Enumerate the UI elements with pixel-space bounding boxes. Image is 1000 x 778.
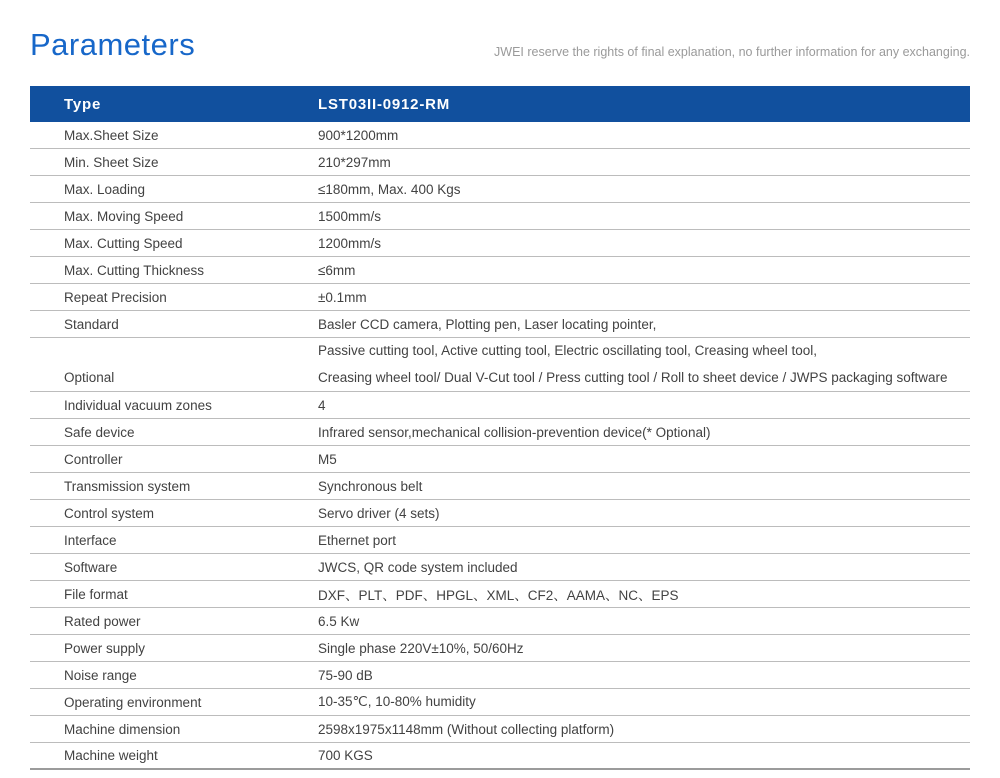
table-row <box>30 149 970 176</box>
row-value-line: Creasing wheel tool/ Dual V-Cut tool / Press cutting tool / Roll to sheet device / JWPS packaging software <box>318 369 948 385</box>
table-header-row <box>30 86 970 122</box>
table-row <box>30 554 970 581</box>
table-row <box>30 230 970 257</box>
row-value: 4 <box>318 397 326 413</box>
row-label: Max. Cutting Thickness <box>64 262 205 278</box>
table-row <box>30 203 970 230</box>
row-label: Min. Sheet Size <box>64 154 159 170</box>
row-value: Servo driver (4 sets) <box>318 505 440 521</box>
row-label: Individual vacuum zones <box>64 397 212 413</box>
row-label: Max.Sheet Size <box>64 127 159 143</box>
row-value: Basler CCD camera, Plotting pen, Laser locating pointer, <box>318 316 657 332</box>
row-value: Synchronous belt <box>318 478 423 494</box>
row-value: M5 <box>318 451 337 467</box>
page-header <box>30 28 970 62</box>
row-value: Single phase 220V±10%, 50/60Hz <box>318 640 524 656</box>
row-label: Power supply <box>64 640 146 656</box>
row-value: 10-35℃, 10-80% humidity <box>318 694 476 709</box>
table-row <box>30 122 970 149</box>
table-row <box>30 419 970 446</box>
row-value: 900*1200mm <box>318 127 399 143</box>
row-label: Machine dimension <box>64 721 181 737</box>
row-label: Max. Cutting Speed <box>64 235 183 251</box>
table-body <box>30 122 970 770</box>
row-value: 1200mm/s <box>318 235 382 251</box>
row-value: ≤180mm, Max. 400 Kgs <box>318 181 461 197</box>
table-row <box>30 446 970 473</box>
table-row <box>30 284 970 311</box>
disclaimer-text: JWEI reserve the rights of final explanation, no further information for any exchanging. <box>494 45 970 59</box>
row-label: Controller <box>64 451 123 467</box>
row-label: Interface <box>64 532 117 548</box>
parameters-table <box>30 86 970 770</box>
row-label: Operating environment <box>64 694 202 710</box>
row-label: Max. Loading <box>64 181 146 197</box>
table-row <box>30 257 970 284</box>
row-value: 2598x1975x1148mm (Without collecting platform) <box>318 721 615 737</box>
row-value-line: Passive cutting tool, Active cutting tool, Electric oscillating tool, Creasing wheel tool, <box>318 343 817 358</box>
row-value: Infrared sensor,mechanical collision-prevention device(* Optional) <box>318 424 711 440</box>
row-label: Optional <box>64 370 115 385</box>
row-value <box>318 338 970 391</box>
row-value: 210*297mm <box>318 154 391 170</box>
table-row <box>30 743 970 770</box>
page-title: Parameters <box>30 27 196 62</box>
row-value: 700 KGS <box>318 748 373 763</box>
table-row <box>30 392 970 419</box>
row-value: ±0.1mm <box>318 289 367 305</box>
row-label: Software <box>64 559 118 575</box>
row-value: 6.5 Kw <box>318 613 360 629</box>
row-label: Transmission system <box>64 478 191 494</box>
table-row <box>30 338 970 392</box>
table-row <box>30 662 970 689</box>
row-value: ≤6mm <box>318 262 356 278</box>
table-row <box>30 716 970 743</box>
row-label: Max. Moving Speed <box>64 208 184 224</box>
row-value: 75-90 dB <box>318 667 373 683</box>
table-row <box>30 176 970 203</box>
row-label: Noise range <box>64 667 137 683</box>
row-value: JWCS, QR code system included <box>318 559 518 575</box>
row-label: Standard <box>64 316 119 332</box>
table-row <box>30 608 970 635</box>
row-value: 1500mm/s <box>318 208 382 224</box>
row-value: DXF、PLT、PDF、HPGL、XML、CF2、AAMA、NC、EPS <box>318 588 679 603</box>
row-label: Repeat Precision <box>64 289 167 305</box>
table-row <box>30 473 970 500</box>
row-label: Rated power <box>64 613 141 629</box>
table-row <box>30 689 970 716</box>
table-row <box>30 527 970 554</box>
table-row <box>30 500 970 527</box>
table-row <box>30 635 970 662</box>
row-value: Ethernet port <box>318 532 397 548</box>
row-label: Machine weight <box>64 748 158 763</box>
row-label: File format <box>64 586 128 602</box>
table-row <box>30 581 970 608</box>
table-row <box>30 311 970 338</box>
row-label: Control system <box>64 505 155 521</box>
type-column-header: Type <box>64 95 102 113</box>
model-column-header: LST03II-0912-RM <box>318 95 451 113</box>
row-label: Safe device <box>64 424 135 440</box>
